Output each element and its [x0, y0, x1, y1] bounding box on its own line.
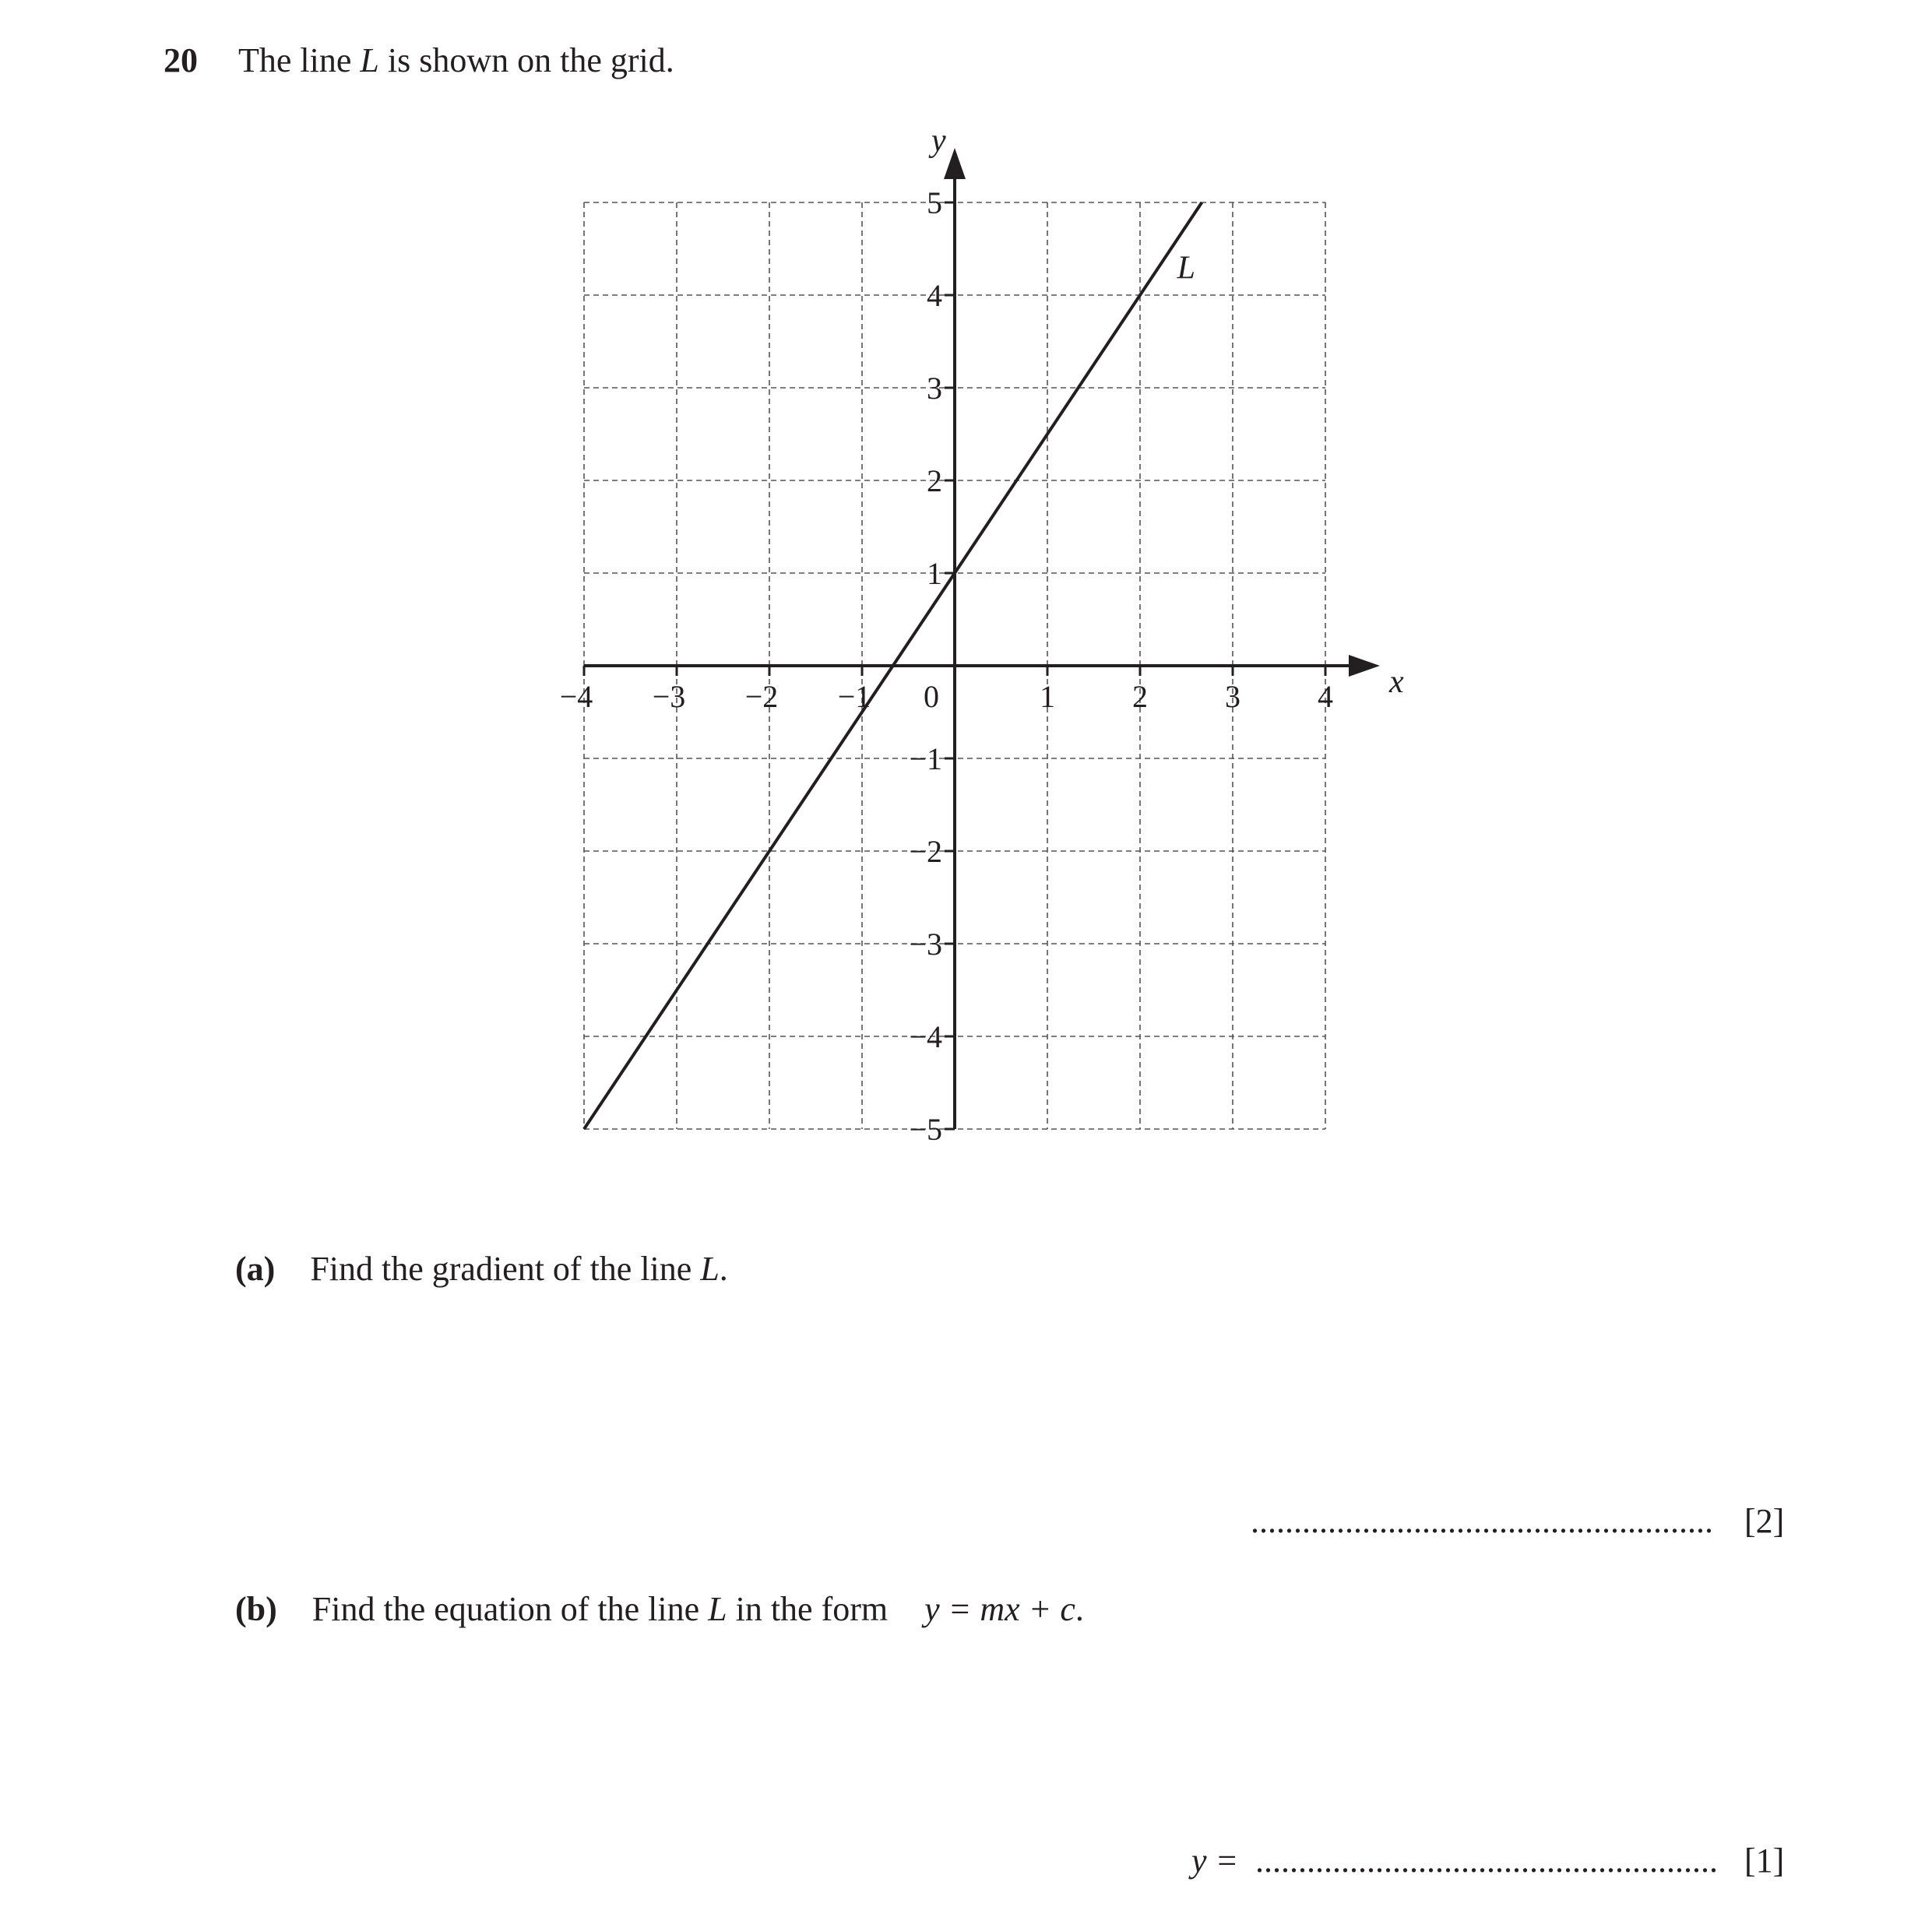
- part-b-marks: [1]: [1744, 1841, 1785, 1880]
- part-a-answer-line[interactable]: ......................................................: [1251, 1502, 1713, 1540]
- question-number: 20: [164, 41, 198, 79]
- y-tick-label: 1: [927, 556, 942, 591]
- part-a-text: Find the gradient of the line: [310, 1250, 701, 1288]
- part-a-marks: [2]: [1744, 1502, 1785, 1540]
- x-tick-label: −1: [837, 679, 871, 714]
- y-tick-label: −4: [909, 1019, 942, 1054]
- y-tick-label: 2: [927, 463, 942, 498]
- y-tick-label: −3: [909, 927, 942, 962]
- part-a-label: (a): [235, 1250, 276, 1288]
- x-tick-label: −3: [652, 679, 686, 714]
- part-b-equation-end: .: [1075, 1590, 1084, 1628]
- y-tick-label: −1: [909, 741, 942, 776]
- series-label: L: [1177, 250, 1195, 287]
- y-tick-label: −2: [909, 834, 942, 869]
- y-tick-label: 5: [927, 185, 942, 220]
- part-a-var: L: [700, 1250, 720, 1288]
- part-b-answer-line[interactable]: ......................................................: [1255, 1841, 1718, 1880]
- x-axis-label: x: [1389, 664, 1404, 700]
- x-tick-label: 3: [1225, 679, 1240, 714]
- x-tick-label: 2: [1132, 679, 1148, 714]
- y-tick-label: 3: [927, 371, 942, 406]
- x-tick-label: −2: [744, 679, 779, 714]
- part-a-question: [235, 1252, 728, 1286]
- x-tick-label: 1: [1040, 679, 1055, 714]
- y-axis-label: y: [931, 123, 946, 159]
- tick-labels: [560, 123, 1404, 1147]
- part-b-label: (b): [235, 1590, 277, 1628]
- part-b-text-mid: in the form: [727, 1590, 889, 1628]
- part-a-text-end: .: [719, 1250, 728, 1288]
- x-tick-label: 4: [1318, 679, 1333, 714]
- part-b-text: Find the equation of the line: [311, 1590, 709, 1628]
- y-tick-label: 4: [927, 278, 942, 313]
- part-b-answer-prefix: y =: [1191, 1841, 1239, 1880]
- y-tick-label: −5: [909, 1112, 942, 1147]
- x-tick-label: 0: [924, 679, 939, 714]
- y-axis-arrow-icon: [944, 148, 966, 179]
- x-tick-label: −4: [559, 679, 593, 714]
- x-axis-arrow-icon: [1349, 655, 1380, 677]
- question-intro-text: The line: [238, 41, 361, 79]
- question-intro-var: L: [360, 41, 379, 79]
- part-b-equation: y = mx + c: [924, 1590, 1075, 1628]
- part-b-question: [235, 1592, 1084, 1627]
- question-intro-text-end: is shown on the grid.: [378, 41, 674, 79]
- part-b-var: L: [708, 1590, 727, 1628]
